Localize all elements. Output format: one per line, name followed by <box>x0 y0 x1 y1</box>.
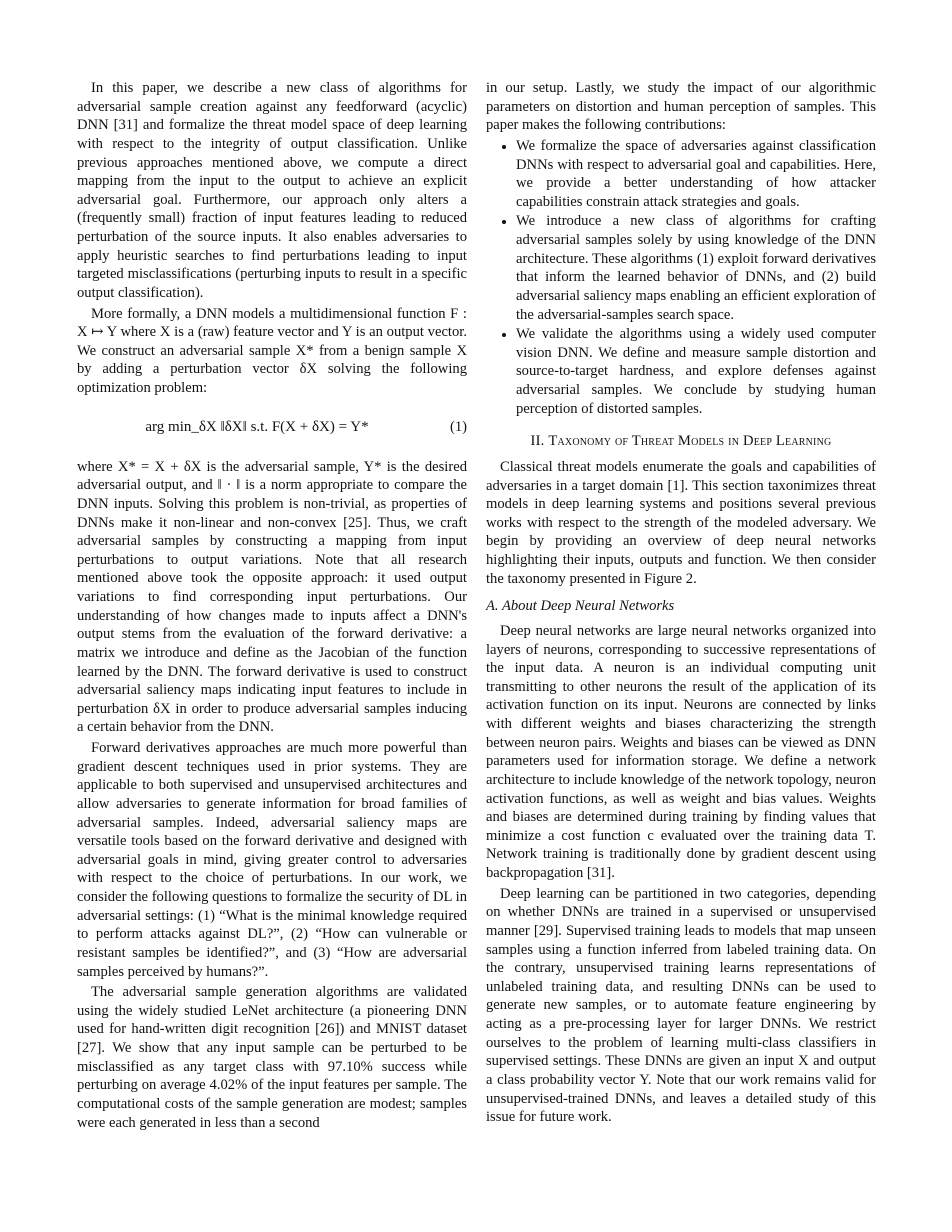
equation-body: arg min_δX ‖δX‖ s.t. F(X + δX) = Y* <box>145 419 369 436</box>
subsection-heading: A. About Deep Neural Networks <box>486 598 675 615</box>
paragraph-where: where X* = X + δX is the adversarial sample, Y* is the desired adversarial output, and ‖ · ‖ is a norm appropriate to compare the DNN inputs. Solving this problem is non-trivial, as properties of DNNs make it non-linear and non-convex [25]. Thus, we craft adversarial samples by constructing a mapping from input perturbations to output variations. Note that all research mentioned above took the opposite approach: it used output variations to find corresponding input perturbations. Our understanding of how changes made to inputs affect a DNN's output stems from the evaluation of the forward derivative: a matrix we introduce and define as the Jacobian of the function learned by the DNN. The forward derivative is used to construct adversarial saliency maps indicating input features to include in perturbation δX in order to produce adversarial samples inducing a certain behavior from the DNN. <box>77 458 467 736</box>
paragraph-intro: In this paper, we describe a new class of algorithms for adversarial sample creation against any feedforward (acyclic) DNN [31] and formalize the threat model space of deep learning with respect to the integrity of output classification. Unlike previous approaches mentioned above, we compute a direct mapping from the input to the output to achieve an explicit adversarial goal. Furthermore, our approach only alters a (frequently small) fraction of input features leading to reduced perturbation of the source inputs. It also enables adversaries to apply heuristic searches to find perturbations leading to input targeted misclassifications (perturbing inputs to result in a specific output classification). <box>77 80 467 301</box>
list-item: • We introduce a new class of algorithms for crafting adversarial samples solely by using knowledge of the DNN architecture. These algorithms (1) exploit forward derivatives that inform the learned behavior of DNNs, and (2) build adversarial saliency maps enabling an efficient exploration of the adversarial-samples search space. <box>516 212 876 324</box>
paragraph-validation: The adversarial sample generation algorithms are validated using the widely studied LeNet architecture (a pioneering DNN used for hand-written digit recognition [26]) and MNIST dataset [27]. We show that any input sample can be perturbed to be misclassified as any target class with 97.10% success while perturbing on average 4.02% of the input features per sample. The computational costs of the sample generation are modest; samples were each generated in less than a second <box>77 984 467 1131</box>
right-column <box>486 79 876 1127</box>
section-number: II. <box>530 433 545 450</box>
section-title: Taxonomy of Threat Models in Deep Learning <box>548 433 832 450</box>
section-heading <box>486 432 876 451</box>
paragraph-threat-models: Classical threat models enumerate the goals and capabilities of adversaries in a target domain [1]. This section taxonimizes threat models in deep learning systems and positions several previous works with respect to the strength of the modeled adversary. We begin by providing an overview of deep neural networks highlighting their inputs, outputs and function. We then consider the taxonomy presented in Figure 2. <box>486 458 876 587</box>
paragraph-dnn-overview: Deep neural networks are large neural networks organized into layers of neurons, corresponding to successive representations of the input data. A neuron is an individual computing unit transmitting to other neurons the result of the application of its activation function on its input. Neurons are connected by links with different weights and biases characterizing the strength between neuron pairs. Weights and biases can be viewed as DNN parameters used for information storage. We define a network architecture to include knowledge of the network topology, neuron activation functions, as well as weight and bias values. Weights and biases are determined during training by finding values that minimize a cost function c evaluated over the training data T. Network training is traditionally done by gradient descent using backpropagation [31]. <box>486 622 876 881</box>
paragraph-continuation: in our setup. Lastly, we study the impact of our algorithmic parameters on distortion and human perception of samples. This paper makes the following contributions: <box>486 80 876 134</box>
paragraph-forward-derivatives: Forward derivatives approaches are much more powerful than gradient descent techniques used in prior systems. They are applicable to both supervised and unsupervised architectures and allow adversaries to generate information for broad families of adversarial samples. Indeed, adversarial saliency maps are versatile tools based on the forward derivative and designed with adversarial goals in mind, giving greater control to adversaries with respect to the choice of perturbations. In our work, we consider the following questions to formalize the security of DL in adversarial settings: (1) “What is the minimal knowledge required to perform attacks against DL?”, (2) “How can vulnerable or resistant samples be identified?”, and (3) “How are adversarial samples perceived by humans?”. <box>77 740 467 980</box>
left-column <box>77 79 467 1132</box>
equation-1 <box>77 398 467 458</box>
equation-number: (1) <box>449 419 467 436</box>
paragraph-learning-categories: Deep learning can be partitioned in two categories, depending on whether DNNs are trained in a supervised or unsupervised manner [29]. Supervised training leads to models that map unseen samples using a function inferred from labeled training data. On the contrary, unsupervised training learns representations of unlabeled training data, and resulting DNNs can be used to generate new samples, or to automate feature engineering by acting as a pre-processing layer for larger DNNs. We restrict ourselves to the problem of learning multi-class classifiers in supervised settings. These DNNs are given an input X and output a class probability vector Y. Note that our work remains valid for unsupervised-trained DNNs, and leaves a detailed study of this issue for future work. <box>486 885 876 1126</box>
contributions-list <box>486 137 876 418</box>
list-item: • We formalize the space of adversaries against classification DNNs with respect to adversarial goal and capabilities. Here, we provide a better understanding of how attacker capabilities constrain attack strategies and goals. <box>516 137 876 212</box>
paragraph-formal: More formally, a DNN models a multidimensional function F : X ↦ Y where X is a (raw) feature vector and Y is an output vector. We construct an adversarial sample X* from a benign sample X by adding a perturbation vector δX solving the following optimization problem: <box>77 305 467 396</box>
list-item: • We validate the algorithms using a widely used computer vision DNN. We define and measure sample distortion and source-to-target hardness, and explore defenses against adversarial samples. We conclude by studying human perception of distorted samples. <box>516 325 876 418</box>
